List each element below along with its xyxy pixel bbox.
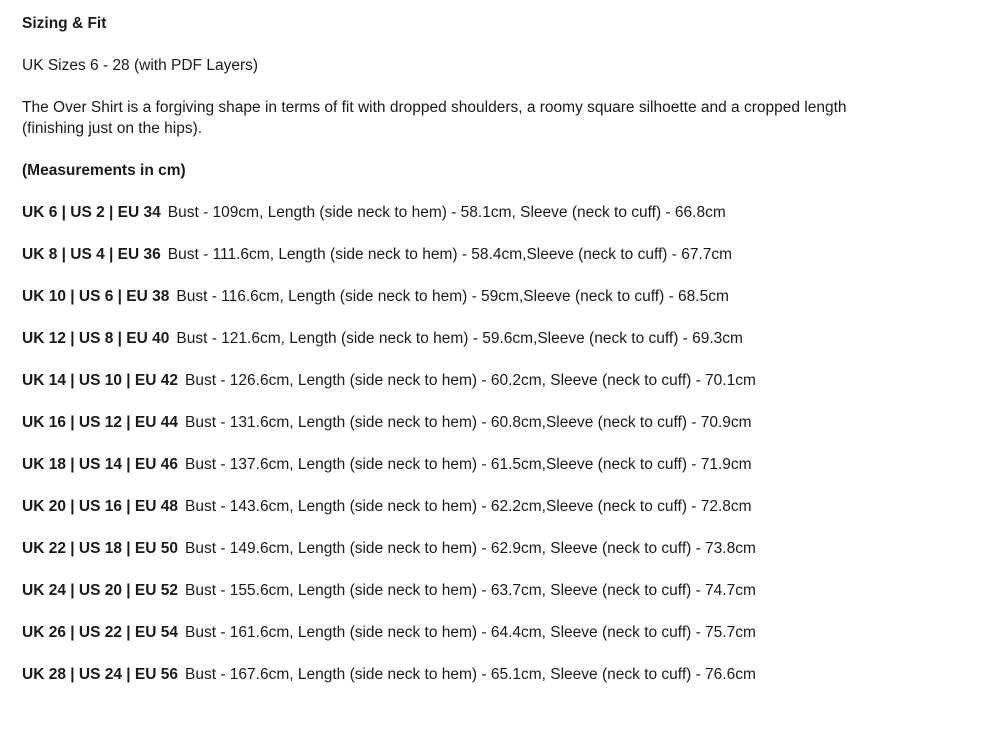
size-measurements: Bust - 137.6cm, Length (side neck to hem) - 61.5cm,Sleeve (neck to cuff) - 71.9cm bbox=[185, 456, 752, 473]
size-label: UK 6 | US 2 | EU 34 bbox=[22, 204, 161, 221]
size-measurements: Bust - 143.6cm, Length (side neck to hem) - 62.2cm,Sleeve (neck to cuff) - 72.8cm bbox=[185, 498, 752, 515]
size-label: UK 18 | US 14 | EU 46 bbox=[22, 456, 178, 473]
units-note: (Measurements in cm) bbox=[22, 162, 186, 179]
size-measurements: Bust - 131.6cm, Length (side neck to hem) - 60.8cm,Sleeve (neck to cuff) - 70.9cm bbox=[185, 414, 752, 431]
size-measurements: Bust - 126.6cm, Length (side neck to hem) - 60.2cm, Sleeve (neck to cuff) - 70.1cm bbox=[185, 372, 756, 389]
size-row bbox=[22, 664, 756, 685]
size-row bbox=[22, 580, 756, 601]
size-row bbox=[22, 202, 726, 223]
size-measurements: Bust - 116.6cm, Length (side neck to hem) - 59cm,Sleeve (neck to cuff) - 68.5cm bbox=[176, 288, 729, 305]
size-measurements: Bust - 149.6cm, Length (side neck to hem) - 62.9cm, Sleeve (neck to cuff) - 73.8cm bbox=[185, 540, 756, 557]
size-row bbox=[22, 454, 752, 475]
size-measurements: Bust - 121.6cm, Length (side neck to hem) - 59.6cm,Sleeve (neck to cuff) - 69.3cm bbox=[176, 330, 743, 347]
size-row bbox=[22, 622, 756, 643]
size-label: UK 24 | US 20 | EU 52 bbox=[22, 582, 178, 599]
size-label: UK 28 | US 24 | EU 56 bbox=[22, 666, 178, 683]
size-row bbox=[22, 286, 729, 307]
size-label: UK 14 | US 10 | EU 42 bbox=[22, 372, 178, 389]
size-row bbox=[22, 538, 756, 559]
sizes-range: UK Sizes 6 - 28 (with PDF Layers) bbox=[22, 57, 259, 74]
size-measurements: Bust - 109cm, Length (side neck to hem) - 58.1cm, Sleeve (neck to cuff) - 66.8cm bbox=[167, 204, 726, 221]
size-measurements: Bust - 161.6cm, Length (side neck to hem) - 64.4cm, Sleeve (neck to cuff) - 75.7cm bbox=[185, 624, 756, 641]
size-row bbox=[22, 370, 756, 391]
size-measurements: Bust - 167.6cm, Length (side neck to hem) - 65.1cm, Sleeve (neck to cuff) - 76.6cm bbox=[185, 666, 756, 683]
size-row bbox=[22, 328, 743, 349]
size-row bbox=[22, 496, 752, 517]
size-measurements: Bust - 155.6cm, Length (side neck to hem) - 63.7cm, Sleeve (neck to cuff) - 74.7cm bbox=[185, 582, 756, 599]
size-label: UK 12 | US 8 | EU 40 bbox=[22, 330, 170, 347]
size-measurements: Bust - 111.6cm, Length (side neck to hem) - 58.4cm,Sleeve (neck to cuff) - 67.7cm bbox=[167, 246, 733, 263]
size-label: UK 16 | US 12 | EU 44 bbox=[22, 414, 178, 431]
size-label: UK 10 | US 6 | EU 38 bbox=[22, 288, 170, 305]
description-line-1: The Over Shirt is a forgiving shape in terms of fit with dropped shoulders, a roomy square silhoette and a cropped length bbox=[22, 99, 847, 116]
page-title: Sizing & Fit bbox=[22, 15, 107, 32]
size-label: UK 26 | US 22 | EU 54 bbox=[22, 624, 178, 641]
size-row bbox=[22, 244, 732, 265]
size-label: UK 20 | US 16 | EU 48 bbox=[22, 498, 178, 515]
size-label: UK 8 | US 4 | EU 36 bbox=[22, 246, 161, 263]
description-line-2: (finishing just on the hips). bbox=[22, 120, 203, 137]
size-label: UK 22 | US 18 | EU 50 bbox=[22, 540, 178, 557]
size-row bbox=[22, 412, 752, 433]
